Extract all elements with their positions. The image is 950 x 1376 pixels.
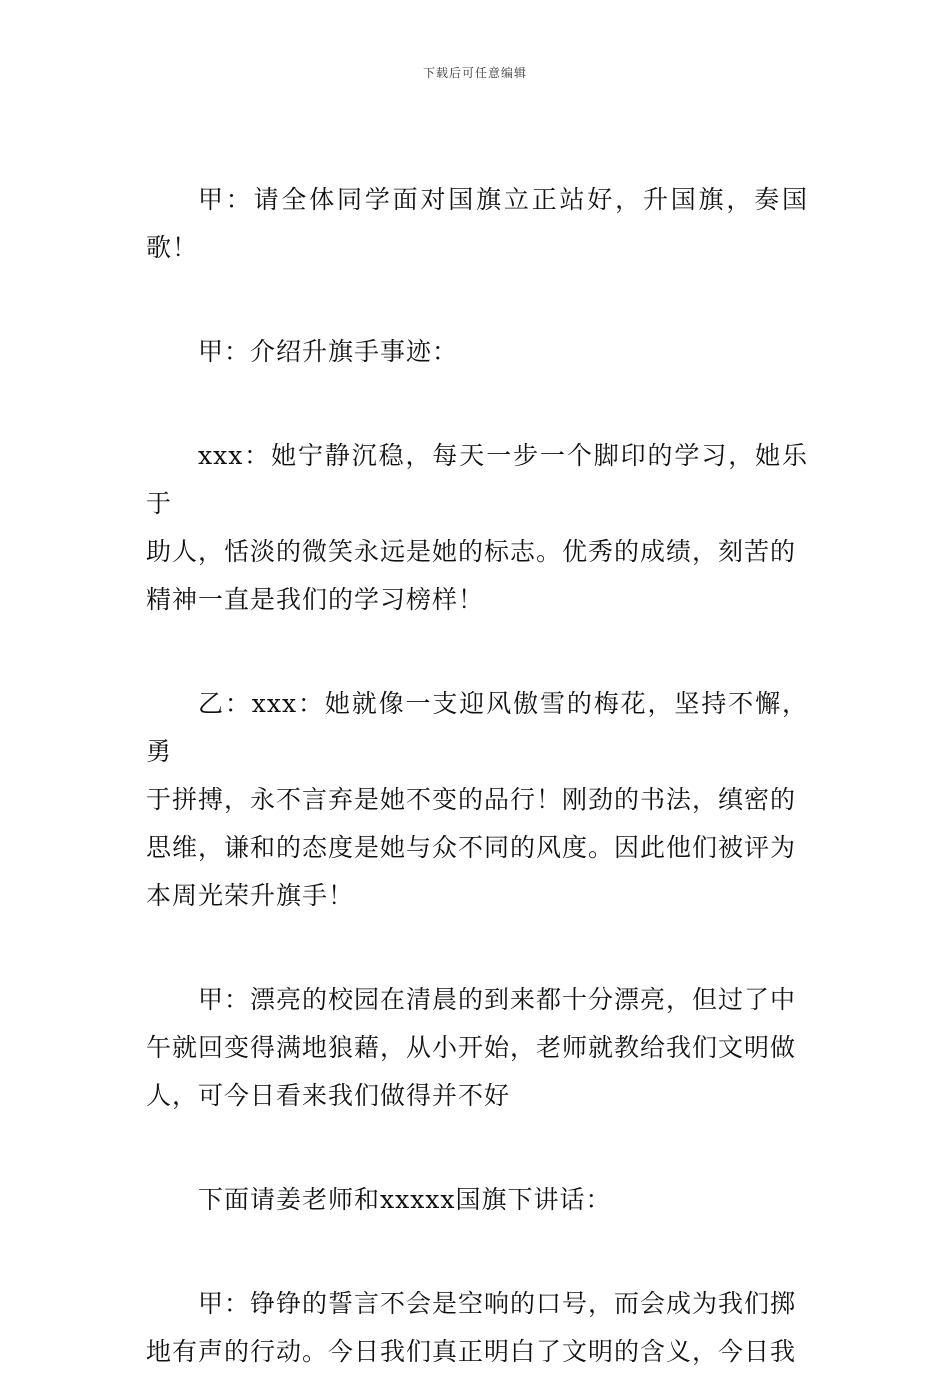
- paragraph-pledge: [146, 1280, 808, 1376]
- paragraph-line: 甲：请全体同学面对国旗立正站好，升国旗，奏国歌！: [146, 185, 808, 262]
- paragraph-line: xxx：她宁静沉稳，每天一步一个脚印的学习，她乐于: [146, 441, 808, 518]
- paragraph-line: 助人，恬淡的微笑永远是她的标志。优秀的成绩，刻苦的: [146, 537, 797, 566]
- paragraph-line: 地有声的行动。今日我们真正明白了文明的含义，今日我: [146, 1337, 797, 1366]
- paragraph-line: 思维，谦和的态度是她与众不同的风度。因此他们被评为: [146, 833, 797, 862]
- paragraph-line: 下面请姜老师和xxxxx国旗下讲话：: [198, 1185, 612, 1214]
- paragraph-flag-raising: [146, 176, 808, 272]
- paragraph-campus: [146, 976, 808, 1120]
- paragraph-line: 午就回变得满地狼藉，从小开始，老师就教给我们文明做: [146, 1033, 797, 1062]
- paragraph-line: 乙：xxx：她就像一支迎风傲雪的梅花，坚持不懈，勇: [146, 689, 808, 766]
- paragraph-line: 于拼搏，永不言弃是她不变的品行！刚劲的书法，缜密的: [146, 785, 797, 814]
- paragraph-first-flag-bearer: [146, 432, 808, 624]
- paragraph-line: 人，可今日看来我们做得并不好: [146, 1081, 511, 1110]
- paragraph-second-flag-bearer: [146, 680, 808, 920]
- paragraph-introduce-flag-bearers: [146, 328, 808, 376]
- paragraph-line: 精神一直是我们的学习榜样！: [146, 585, 485, 614]
- page-header-note: 下载后可任意编辑: [422, 66, 527, 80]
- paragraph-line: 甲：介绍升旗手事迹：: [198, 337, 459, 366]
- paragraph-line: 甲：漂亮的校园在清晨的到来都十分漂亮，但过了中: [198, 985, 797, 1014]
- paragraph-line: 甲：铮铮的誓言不会是空响的口号，而会成为我们掷: [198, 1289, 797, 1318]
- paragraph-line: 本周光荣升旗手！: [146, 881, 355, 910]
- paragraph-speech-intro: [146, 1176, 808, 1224]
- document-body: [146, 176, 808, 1376]
